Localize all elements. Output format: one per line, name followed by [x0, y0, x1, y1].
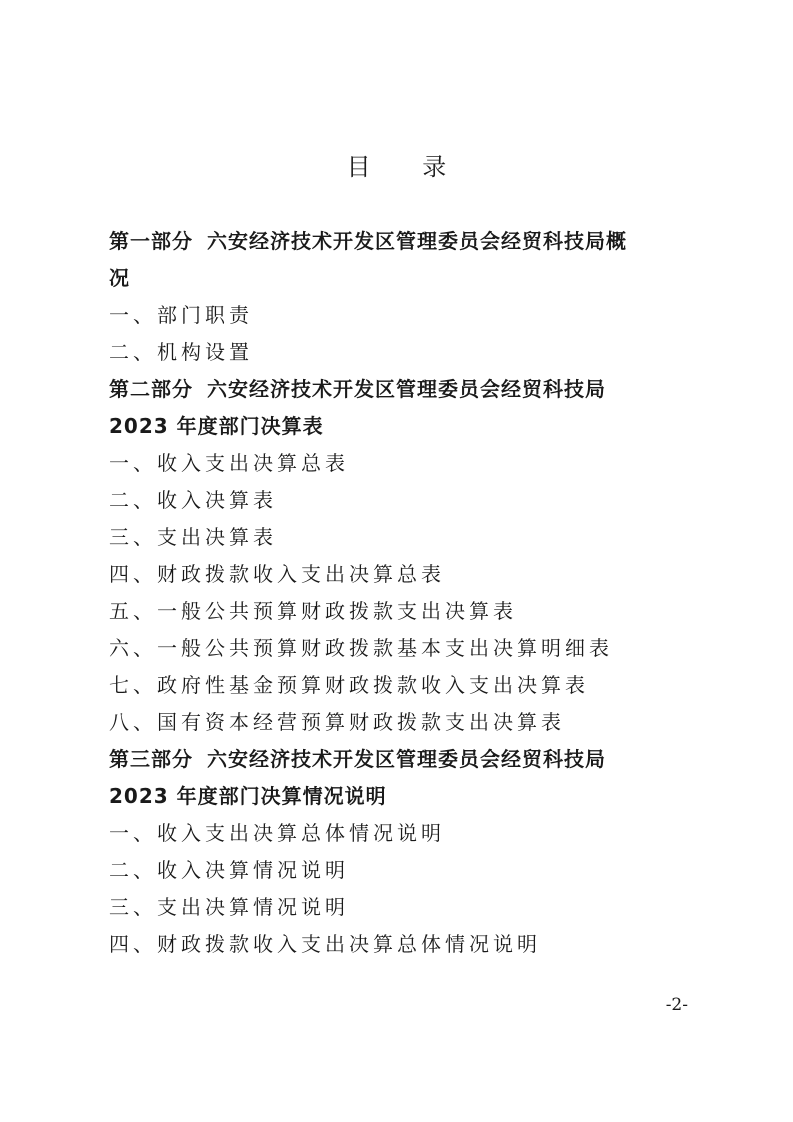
- toc-item: 八、国有资本经营预算财政拨款支出决算表: [109, 710, 565, 734]
- table-of-contents: [109, 223, 699, 963]
- toc-item: 二、收入决算表: [109, 488, 277, 512]
- toc-part-prefix: 第一部分: [109, 229, 193, 253]
- toc-part-prefix: 第三部分: [109, 747, 193, 771]
- toc-part-heading-continuation: 2023 年度部门决算表: [109, 414, 324, 438]
- toc-item: 二、机构设置: [109, 340, 253, 364]
- toc-part-heading-continuation: 2023 年度部门决算情况说明: [109, 784, 387, 808]
- toc-part-title: 六安经济技术开发区管理委员会经贸科技局概: [207, 229, 627, 253]
- page-number: -2-: [665, 995, 688, 1015]
- toc-part-title: 六安经济技术开发区管理委员会经贸科技局: [207, 747, 606, 771]
- toc-part-heading: [109, 223, 699, 260]
- toc-item: 六、一般公共预算财政拨款基本支出决算明细表: [109, 636, 613, 660]
- toc-part-prefix: 第二部分: [109, 377, 193, 401]
- toc-part-heading: [109, 741, 699, 778]
- toc-item: 一、收入支出决算总体情况说明: [109, 821, 445, 845]
- toc-item: 五、一般公共预算财政拨款支出决算表: [109, 599, 517, 623]
- toc-part-heading-continuation: 况: [109, 266, 130, 290]
- toc-item: 二、收入决算情况说明: [109, 858, 349, 882]
- toc-item: 四、财政拨款收入支出决算总表: [109, 562, 445, 586]
- toc-item: 四、财政拨款收入支出决算总体情况说明: [109, 932, 541, 956]
- page-title: 目 录: [346, 153, 469, 181]
- toc-item: 三、支出决算表: [109, 525, 277, 549]
- toc-part-title: 六安经济技术开发区管理委员会经贸科技局: [207, 377, 606, 401]
- toc-item: 七、政府性基金预算财政拨款收入支出决算表: [109, 673, 589, 697]
- toc-part-heading: [109, 371, 699, 408]
- toc-item: 一、部门职责: [109, 303, 253, 327]
- toc-item: 三、支出决算情况说明: [109, 895, 349, 919]
- toc-item: 一、收入支出决算总表: [109, 451, 349, 475]
